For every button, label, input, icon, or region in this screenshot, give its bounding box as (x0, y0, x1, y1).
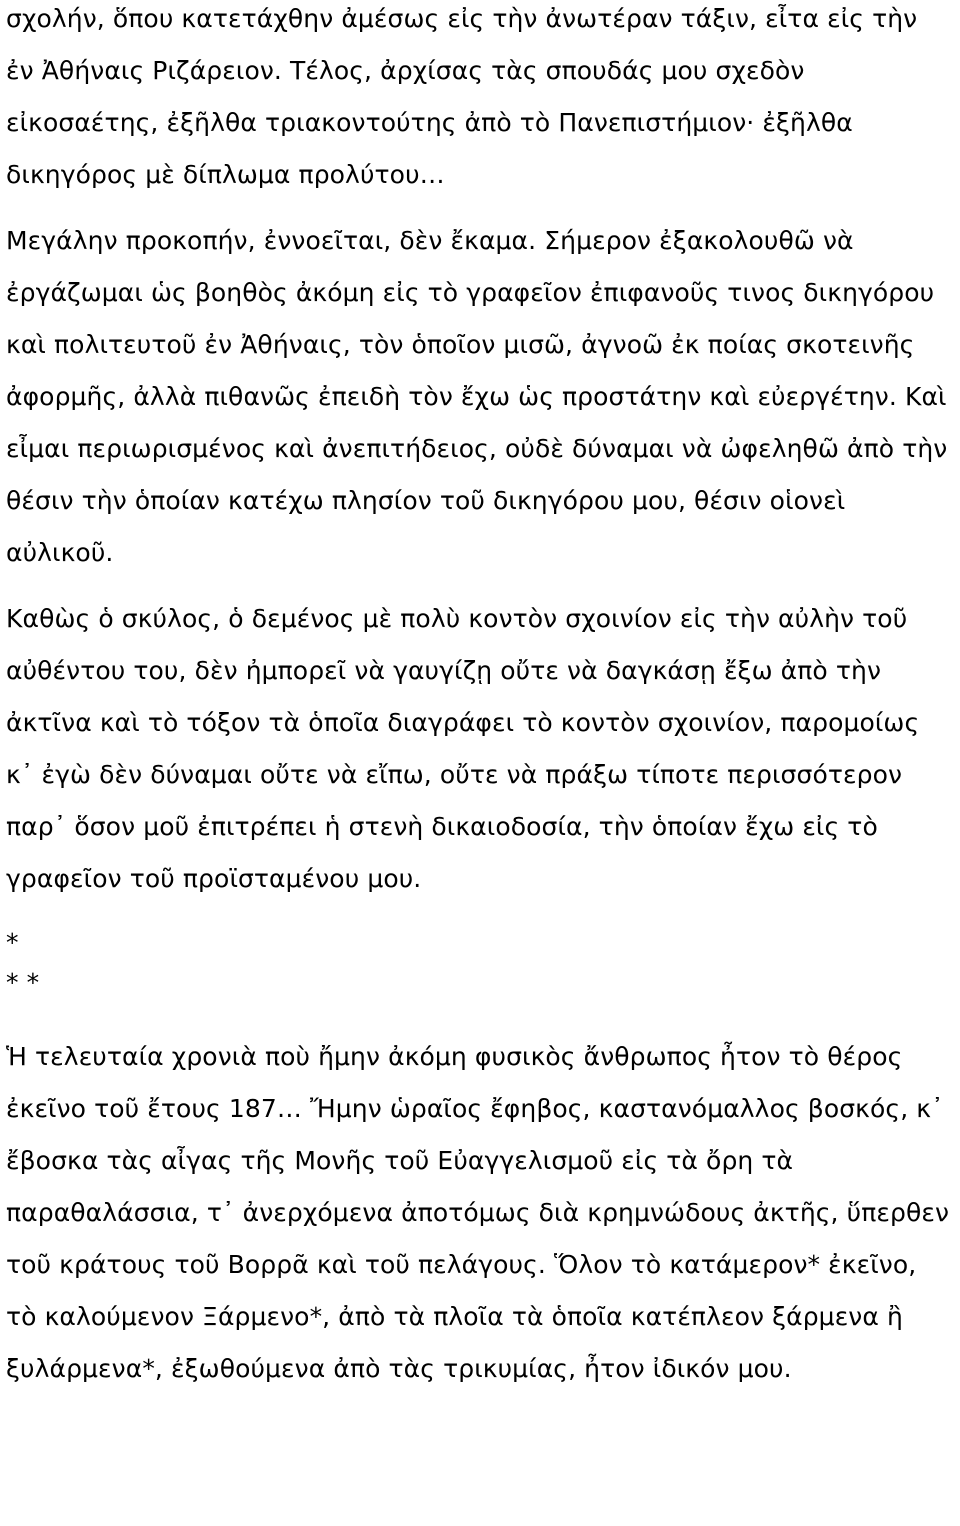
separator-line-1: * (6, 928, 19, 957)
separator-line-2: * * (6, 968, 40, 997)
paragraph-3: Καθὼς ὁ σκύλος, ὁ δεμένος μὲ πολὺ κοντὸν σχοινίον εἰς τὴν αὐλὴν τοῦ αὐθέντου του, δὲν ἠμπορεῖ νὰ γαυγίζῃ οὔτε νὰ δαγκάσῃ ἔξω ἀπὸ τὴν ἀκτῖνα καὶ τὸ τόξον τὰ ὁποῖα διαγράφει τὸ κοντὸν σχοινίον, παρομοίως κ᾽ ἐγὼ δὲν δύναμαι οὔτε νὰ εἴπω, οὔτε νὰ πράξω τίποτε περισσότερον παρ᾽ ὅσον μοῦ ἐπιτρέπει ἡ στενὴ δικαιοδοσία, τὴν ὁποίαν ἔχω εἰς τὸ γραφεῖον τοῦ προϊσταμένου μου. (6, 604, 920, 893)
paragraph-1: σχολήν, ὅπου κατετάχθην ἀμέσως εἰς τὴν ἀνωτέραν τάξιν, εἶτα εἰς τὴν ἐν Ἀθήναις Ριζάρειον. Τέλος, ἀρχίσας τὰς σπουδάς μου σχεδὸν εἰκοσαέτης, ἐξῆλθα τριακοντούτης ἀπὸ τὸ Πανεπιστήμιον· ἐξῆλθα δικηγόρος μὲ δίπλωμα προλύτου… (6, 4, 918, 189)
paragraph-4: Ἡ τελευταία χρονιὰ ποὺ ἤμην ἀκόμη φυσικὸς ἄνθρωπος ἦτον τὸ θέρος ἐκεῖνο τοῦ ἔτους 187… Ἤμην ὡραῖος ἔφηβος, καστανόμαλλος βοσκός, κ᾽ ἔβοσκα τὰς αἶγας τῆς Μονῆς τοῦ Εὐαγγελισμοῦ εἰς τὰ ὄρη τὰ παραθαλάσσια, τ᾽ ἀνερχόμενα ἀποτόμως διὰ κρημνώδους ἀκτῆς, ὕπερθεν τοῦ κράτους τοῦ Βορρᾶ καὶ τοῦ πελάγους. Ὅλον τὸ κατάμερον* ἐκεῖνο, τὸ καλούμενον Ξάρμενο*, ἀπὸ τὰ πλοῖα τὰ ὁποῖα κατέπλεον ξάρμενα ἢ ξυλάρμενα*, ἐξωθούμενα ἀπὸ τὰς τρικυμίας, ἦτον ἰδικόν μου. (6, 1042, 950, 1383)
section-separator (6, 923, 952, 1003)
paragraph-2: Μεγάλην προκοπήν, ἐννοεῖται, δὲν ἔκαμα. Σήμερον ἐξακολουθῶ νὰ ἐργάζωμαι ὡς βοηθὸς ἀκόμη εἰς τὸ γραφεῖον ἐπιφανοῦς τινος δικηγόρου καὶ πολιτευτοῦ ἐν Ἀθήναις, τὸν ὁποῖον μισῶ, ἀγνοῶ ἐκ ποίας σκοτεινῆς ἀφορμῆς, ἀλλὰ πιθανῶς ἐπειδὴ τὸν ἔχω ὡς προστάτην καὶ εὐεργέτην. Καὶ εἶμαι περιωρισμένος καὶ ἀνεπιτήδειος, οὐδὲ δύναμαι νὰ ὠφεληθῶ ἀπὸ τὴν θέσιν τὴν ὁποίαν κατέχω πλησίον τοῦ δικηγόρου μου, θέσιν οἱονεὶ αὐλικοῦ. (6, 226, 948, 567)
